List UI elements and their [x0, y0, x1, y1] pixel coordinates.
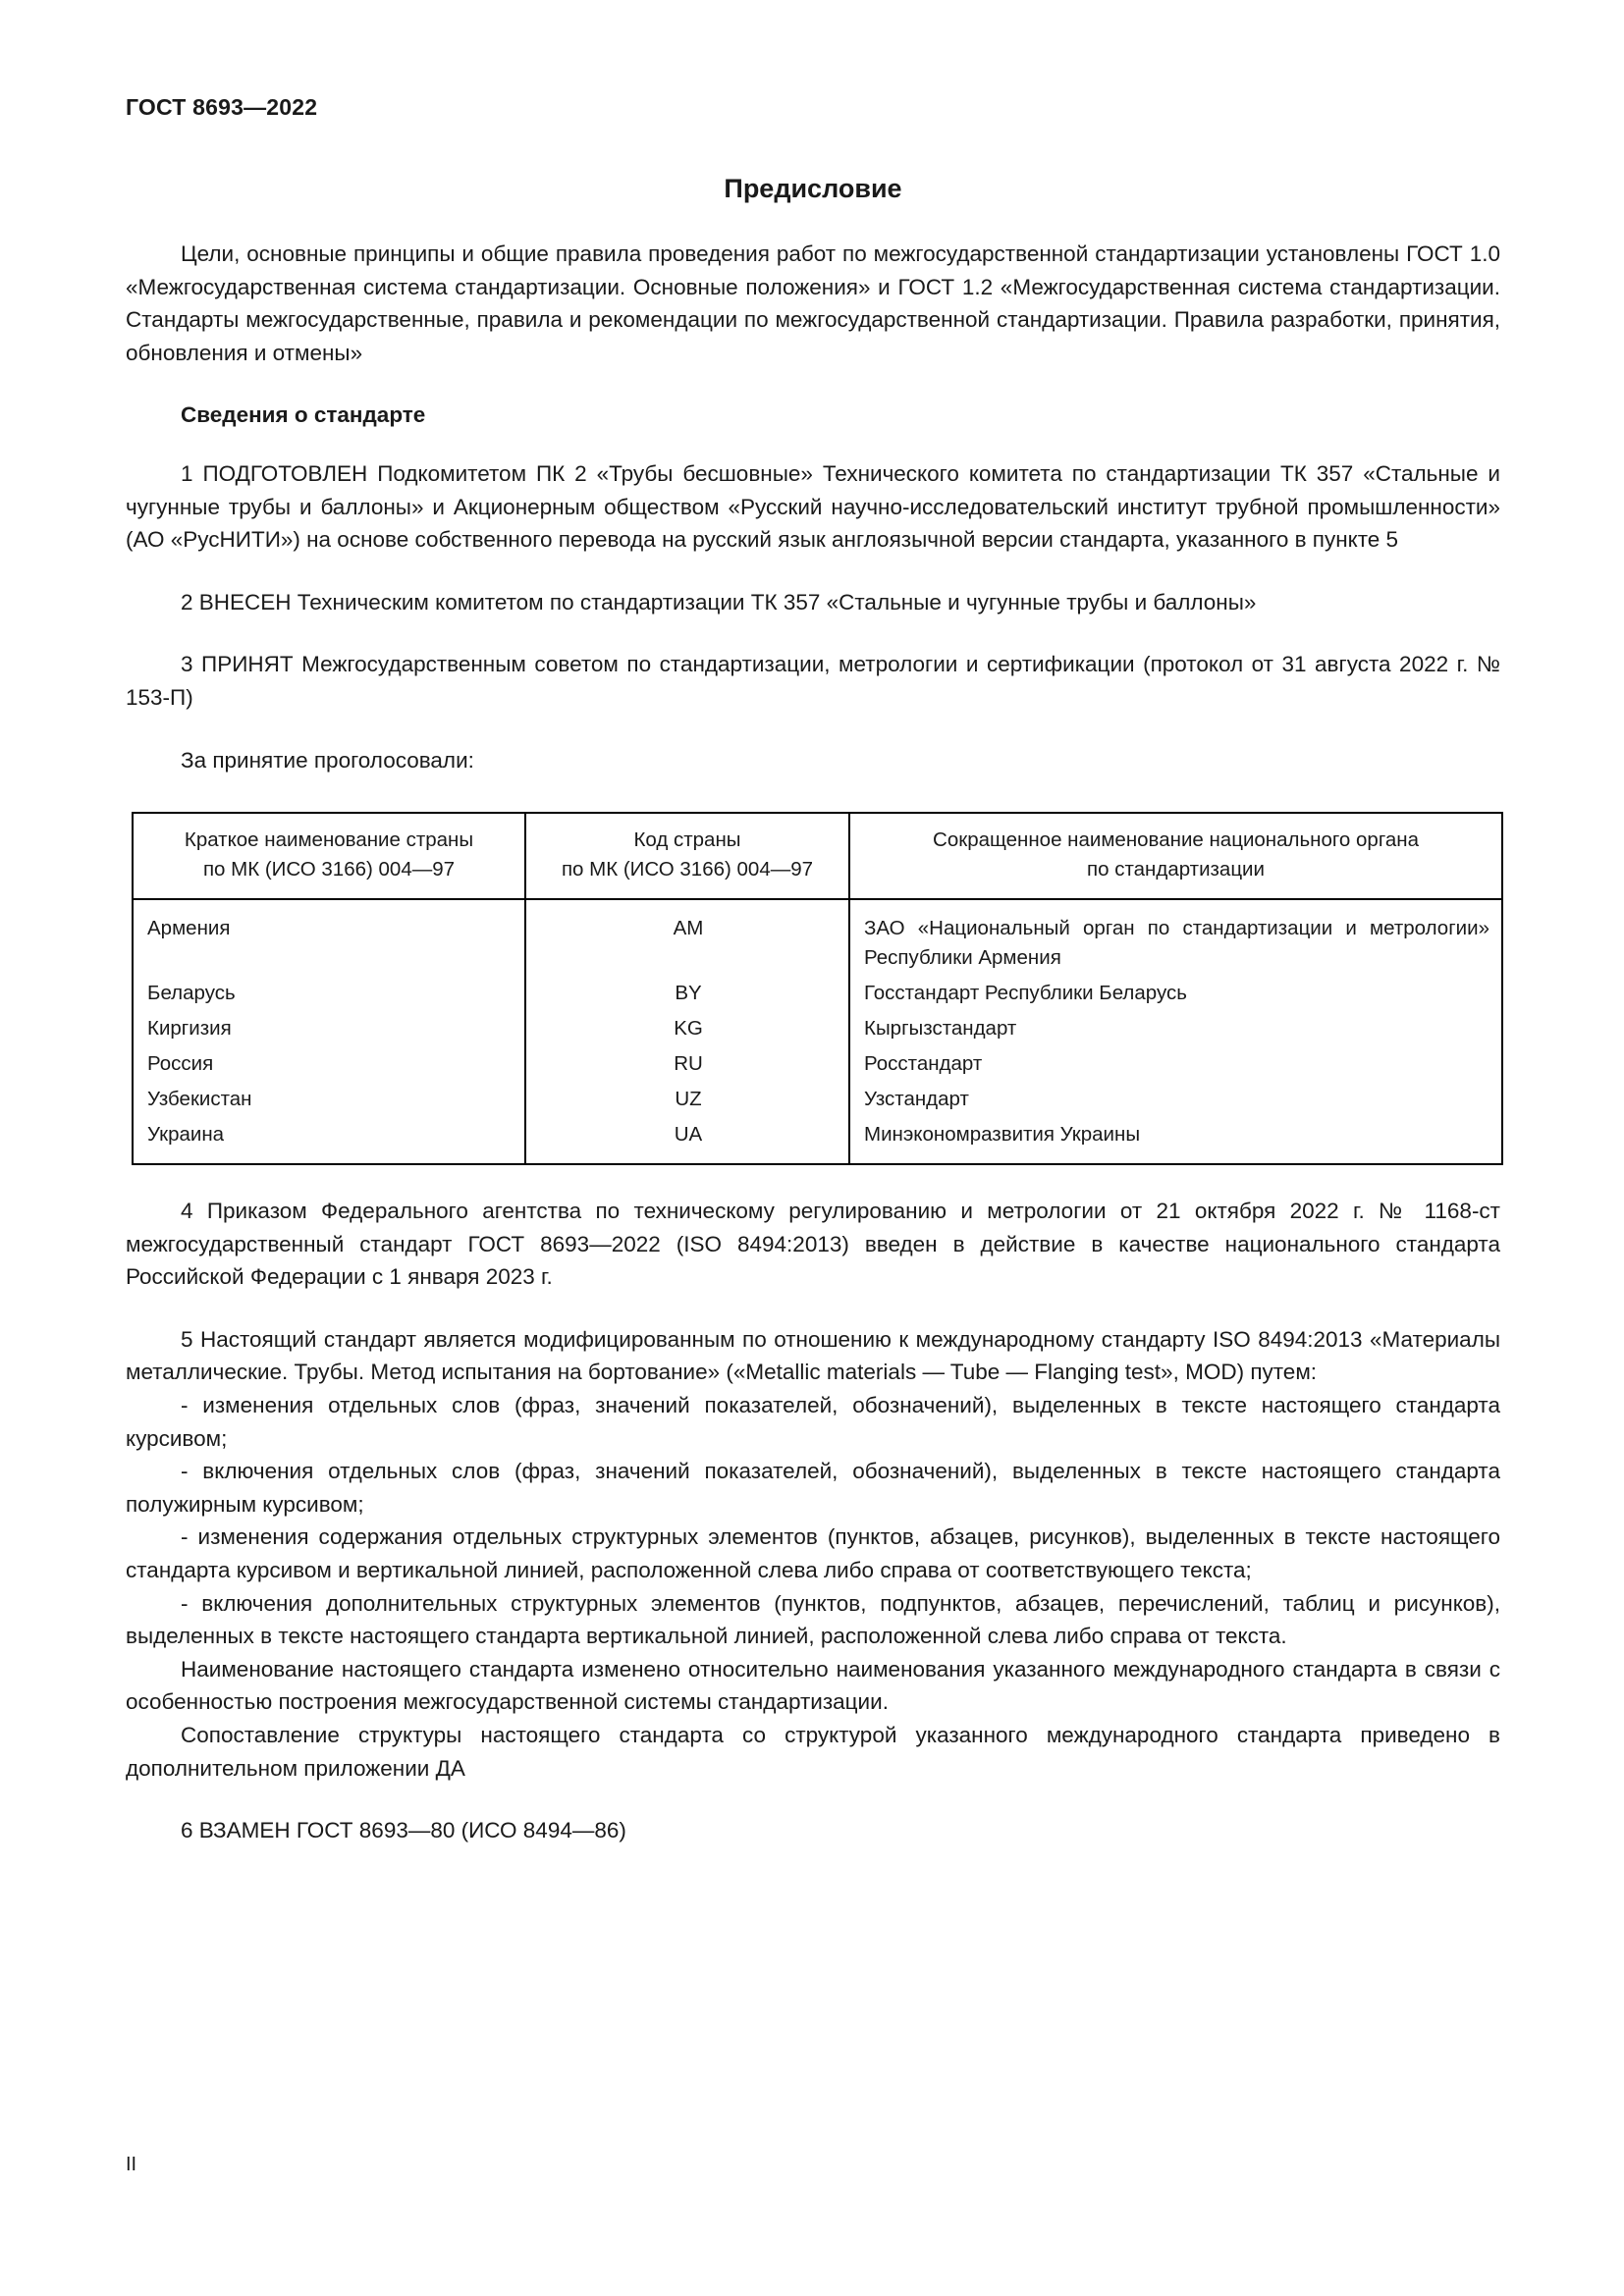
table-row: [133, 1117, 1502, 1164]
standard-info-item-6: 6 ВЗАМЕН ГОСТ 8693—80 (ИСО 8494—86): [181, 1818, 626, 1843]
cell-country-code: RU: [525, 1046, 849, 1082]
page-content: [126, 94, 1500, 1847]
cell-national-body: ЗАО «Национальный орган по стандартизации и метрологии» Республики Армения: [849, 899, 1502, 976]
column-header-country-name-line1: Краткое наименование страны: [184, 828, 474, 852]
cell-national-body: Кыргызстандарт: [849, 1011, 1502, 1046]
table-row: [133, 1082, 1502, 1117]
intro-paragraph: Цели, основные принципы и общие правила проведения работ по межгосударственной стандартизации установлены ГОСТ 1.0 «Межгосударственная система стандартизации. Основные положения» и ГОСТ 1.2 «Межгосударственная система стандартизации. Стандарты межгосударственные, правила и рекомендации по межгосударственной стандартизации. Правила разработки, принятия, обновления и отмены»: [126, 240, 1500, 365]
cell-country-name: Украина: [133, 1117, 525, 1164]
cell-national-body: Росстандарт: [849, 1046, 1502, 1082]
standard-info-item-5-intro: 5 Настоящий стандарт является модифицированным по отношению к международному стандарту ISO 8494:2013 «Материалы металлические. Трубы. Метод испытания на бортование» («Metallic materials — Tube — Flanging test», MOD) путем:: [126, 1326, 1500, 1385]
voting-countries-table: [132, 812, 1503, 1165]
column-header-national-body: [849, 813, 1502, 899]
cell-country-name: Россия: [133, 1046, 525, 1082]
item-5-bullet-2: - включения отдельных слов (фраз, значений показателей, обозначений), выделенных в тексте настоящего стандарта полужирным курсивом;: [126, 1459, 1500, 1517]
standard-info-item-4: 4 Приказом Федерального агентства по техническому регулированию и метрологии от 21 октября 2022 г. № 1168-ст межгосударственный стандарт ГОСТ 8693—2022 (ISO 8494:2013) введен в действие в качестве национального стандарта Российской Федерации с 1 января 2023 г.: [126, 1199, 1500, 1290]
item-5-note-2: Сопоставление структуры настоящего стандарта со структурой указанного международного стандарта приведено в дополнительном приложении ДА: [126, 1723, 1500, 1781]
cell-country-code: UA: [525, 1117, 849, 1164]
item-5-note-1: Наименование настоящего стандарта изменено относительно наименования указанного международного стандарта в связи с особенностью построения межгосударственной системы стандартизации.: [126, 1656, 1500, 1715]
cell-country-code: AM: [525, 899, 849, 976]
cell-national-body: Минэкономразвития Украины: [849, 1117, 1502, 1164]
column-header-national-body-line2: по стандартизации: [1087, 858, 1265, 881]
table-header-row: [133, 813, 1502, 899]
cell-country-code: BY: [525, 976, 849, 1011]
table-body: [133, 899, 1502, 1164]
table-row: [133, 1046, 1502, 1082]
table-row: [133, 1011, 1502, 1046]
standard-info-item-3: 3 ПРИНЯТ Межгосударственным советом по стандартизации, метрологии и сертификации (протокол от 31 августа 2022 г. № 153-П): [126, 652, 1500, 710]
table-head: [133, 813, 1502, 899]
cell-country-name: Узбекистан: [133, 1082, 525, 1117]
column-header-national-body-line1: Сокращенное наименование национального органа: [933, 828, 1419, 852]
cell-country-name: Армения: [133, 899, 525, 976]
column-header-country-code: [525, 813, 849, 899]
standard-info-item-1: 1 ПОДГОТОВЛЕН Подкомитетом ПК 2 «Трубы бесшовные» Технического комитета по стандартизации ТК 357 «Стальные и чугунные трубы и баллоны» и Акционерным обществом «Русский научно-исследовательский институт трубной промышленности» (АО «РусНИТИ») на основе собственного перевода на русский язык англоязычной версии стандарта, указанного в пункте 5: [126, 460, 1500, 553]
cell-country-code: UZ: [525, 1082, 849, 1117]
table-row: [133, 976, 1502, 1011]
cell-country-name: Киргизия: [133, 1011, 525, 1046]
item-5-bullet-3: - изменения содержания отдельных структурных элементов (пунктов, абзацев, рисунков), выделенных в тексте настоящего стандарта курсивом и вертикальной линией, расположенной слева либо справа от соответствующего текста;: [126, 1524, 1500, 1583]
column-header-country-code-line2: по МК (ИСО 3166) 004—97: [561, 858, 814, 881]
running-head: ГОСТ 8693—2022: [126, 94, 318, 120]
standard-info-item-2: 2 ВНЕСЕН Техническим комитетом по стандартизации ТК 357 «Стальные и чугунные трубы и баллоны»: [181, 589, 1257, 614]
page-title: Предисловие: [724, 173, 902, 203]
section-heading-standard-info: Сведения о стандарте: [181, 402, 426, 428]
cell-country-name: Беларусь: [133, 976, 525, 1011]
column-header-country-name-line2: по МК (ИСО 3166) 004—97: [202, 858, 456, 881]
item-5-bullet-1: - изменения отдельных слов (фраз, значений показателей, обозначений), выделенных в тексте настоящего стандарта курсивом;: [126, 1393, 1500, 1451]
cell-national-body: Госстандарт Республики Беларусь: [849, 976, 1502, 1011]
cell-country-code: KG: [525, 1011, 849, 1046]
column-header-country-name: [133, 813, 525, 899]
page-number: II: [126, 2154, 137, 2175]
cell-national-body: Узстандарт: [849, 1082, 1502, 1117]
column-header-country-code-line1: Код страны: [633, 828, 741, 852]
item-5-bullet-4: - включения дополнительных структурных элементов (пунктов, подпунктов, абзацев, перечислений, таблиц и рисунков), выделенных в тексте настоящего стандарта вертикальной линией, расположенной слева либо справа от текста.: [126, 1590, 1500, 1649]
vote-intro-text: За принятие проголосовали:: [181, 747, 474, 773]
table-row: [133, 899, 1502, 976]
